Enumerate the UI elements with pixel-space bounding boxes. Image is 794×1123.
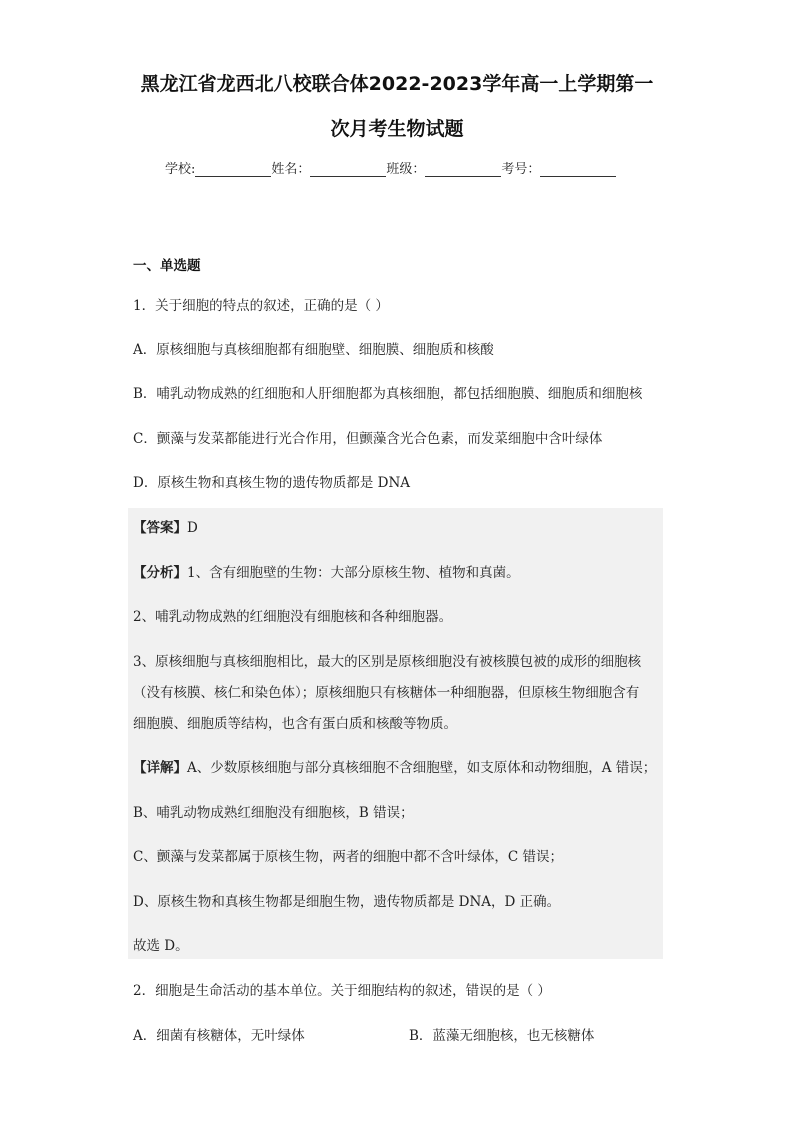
question-1-option-b: B．哺乳动物成熟的红细胞和人肝细胞都为真核细胞，都包括细胞膜、细胞质和细胞核 bbox=[133, 386, 643, 402]
question-1-option-d: D．原核生物和真核生物的遗传物质都是 DNA bbox=[133, 475, 410, 491]
analysis-text-1: 1、含有细胞壁的生物：大部分原核生物、植物和真菌。 bbox=[187, 565, 520, 581]
school-field bbox=[165, 158, 271, 177]
page-title-line-1: 黑龙江省龙西北八校联合体2022-2023学年高一上学期第一 bbox=[140, 73, 654, 95]
class-field bbox=[386, 158, 501, 177]
analysis-line-3: 3、原核细胞与真核细胞相比，最大的区别是原核细胞没有被核膜包被的成形的细胞核 bbox=[133, 654, 642, 670]
detail-line-5: 故选 D。 bbox=[133, 938, 189, 954]
question-2-option-a: A．细菌有核糖体，无叶绿体 bbox=[133, 1028, 305, 1044]
number-blank bbox=[540, 161, 616, 177]
question-1-stem: 1．关于细胞的特点的叙述，正确的是（ ） bbox=[133, 298, 389, 314]
question-1-option-c: C．颤藻与发菜都能进行光合作用，但颤藻含光合色素，而发菜细胞中含叶绿体 bbox=[133, 431, 603, 447]
class-label: 班级： bbox=[386, 162, 426, 177]
page-title-line-2: 次月考生物试题 bbox=[330, 118, 464, 140]
detail-line-3: C、颤藻与发菜都属于原核生物，两者的细胞中都不含叶绿体，C 错误； bbox=[133, 849, 563, 865]
name-label: 姓名： bbox=[271, 162, 311, 177]
school-label: 学校: bbox=[165, 162, 196, 177]
question-2-option-b: B．蓝藻无细胞核，也无核糖体 bbox=[409, 1028, 595, 1044]
detail-line-1 bbox=[133, 756, 656, 776]
answer-label: 【答案】 bbox=[133, 520, 187, 536]
student-info-row bbox=[165, 158, 616, 177]
school-blank bbox=[195, 161, 271, 177]
analysis-line-1 bbox=[133, 561, 520, 581]
detail-line-4: D、原核生物和真核生物都是细胞生物，遗传物质都是 DNA，D 正确。 bbox=[133, 894, 561, 910]
number-field bbox=[501, 158, 616, 177]
analysis-label: 【分析】 bbox=[133, 565, 187, 581]
detail-line-2: B、哺乳动物成熟红细胞没有细胞核，B 错误； bbox=[133, 805, 414, 821]
answer-line bbox=[133, 516, 198, 536]
detail-label: 【详解】 bbox=[133, 760, 187, 776]
number-label: 考号： bbox=[501, 162, 541, 177]
class-blank bbox=[425, 161, 501, 177]
detail-text-1: A、少数原核细胞与部分真核细胞不含细胞壁，如支原体和动物细胞，A 错误； bbox=[187, 760, 657, 776]
analysis-line-2: 2、哺乳动物成熟的红细胞没有细胞核和各种细胞器。 bbox=[133, 609, 453, 625]
name-blank bbox=[310, 161, 386, 177]
section-heading: 一、单选题 bbox=[133, 258, 201, 274]
analysis-line-5: 细胞膜、细胞质等结构，也含有蛋白质和核酸等物质。 bbox=[133, 716, 457, 732]
question-2-stem: 2．细胞是生命活动的基本单位。关于细胞结构的叙述，错误的是（ ） bbox=[133, 983, 551, 999]
question-1-option-a: A．原核细胞与真核细胞都有细胞壁、细胞膜、细胞质和核酸 bbox=[133, 342, 494, 358]
name-field bbox=[271, 158, 386, 177]
analysis-line-4: （没有核膜、核仁和染色体）；原核细胞只有核糖体一种细胞器，但原核生物细胞含有 bbox=[133, 685, 640, 701]
answer-value: D bbox=[187, 520, 198, 536]
